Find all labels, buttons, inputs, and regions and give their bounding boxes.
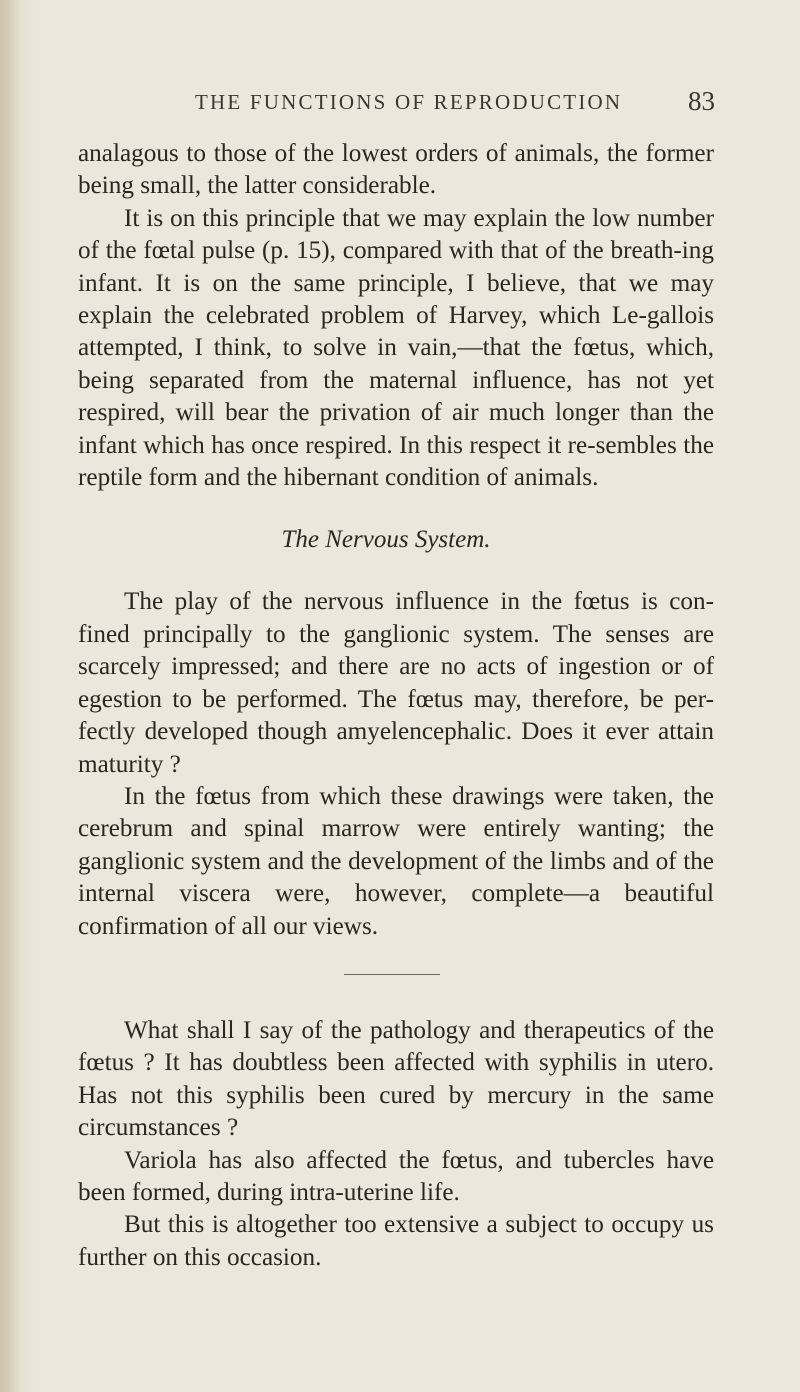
page-number: 83 [688,86,715,116]
paragraph: But this is altogether too extensive a subject to occupy us further on this occasion. [78,1211,714,1271]
section-divider [344,974,440,975]
paragraph: What shall I say of the pathology and therapeutics of the fœtus ? It has doubtless been affected with syphilis in utero. Has not this syphilis been cured by mercury in the same circumstances ? [78,1016,714,1142]
running-head: THE FUNCTIONS OF REPRODUCTION [195,90,623,114]
paragraph: In the fœtus from which these drawings were taken, the cerebrum and spinal marrow were entirely wanting; the ganglionic system and the development of the limbs and of the internal viscera were, however, complete—a beautiful confirmation of all our views. [78,782,714,940]
paragraph: analagous to those of the lowest orders of animals, the former being small, the latter considerable. [78,140,714,200]
page-gutter-shadow [0,0,22,1392]
section-heading: The Nervous System. [281,526,491,554]
paragraph: The play of the nervous influence in the fœtus is con-fined principally to the ganglionic system. The senses are scarcely impressed; and there are no acts of ingestion or of egestion to be performed. The fœtus may, therefore, be per-fectly developed though amyelencephalic. Does it ever attain maturity ? [78,588,714,778]
body-text [78,138,714,1274]
paragraph: Variola has also affected the fœtus, and tubercles have been formed, during intra-uterine life. [78,1146,714,1206]
page-header [195,86,715,130]
paragraph: It is on this principle that we may explain the low number of the fœtal pulse (p. 15), compared with that of the breath-ing infant. It is on the same principle, I believe, that we may explain the celebrated problem of Harvey, which Le-gallois attempted, I think, to solve in vain,—that the fœtus, which, being separated from the maternal influence, has not yet respired, will bear the privation of air much longer than the infant which has once respired. In this respect it re-sembles the reptile form and the hibernant condition of animals. [78,204,714,492]
